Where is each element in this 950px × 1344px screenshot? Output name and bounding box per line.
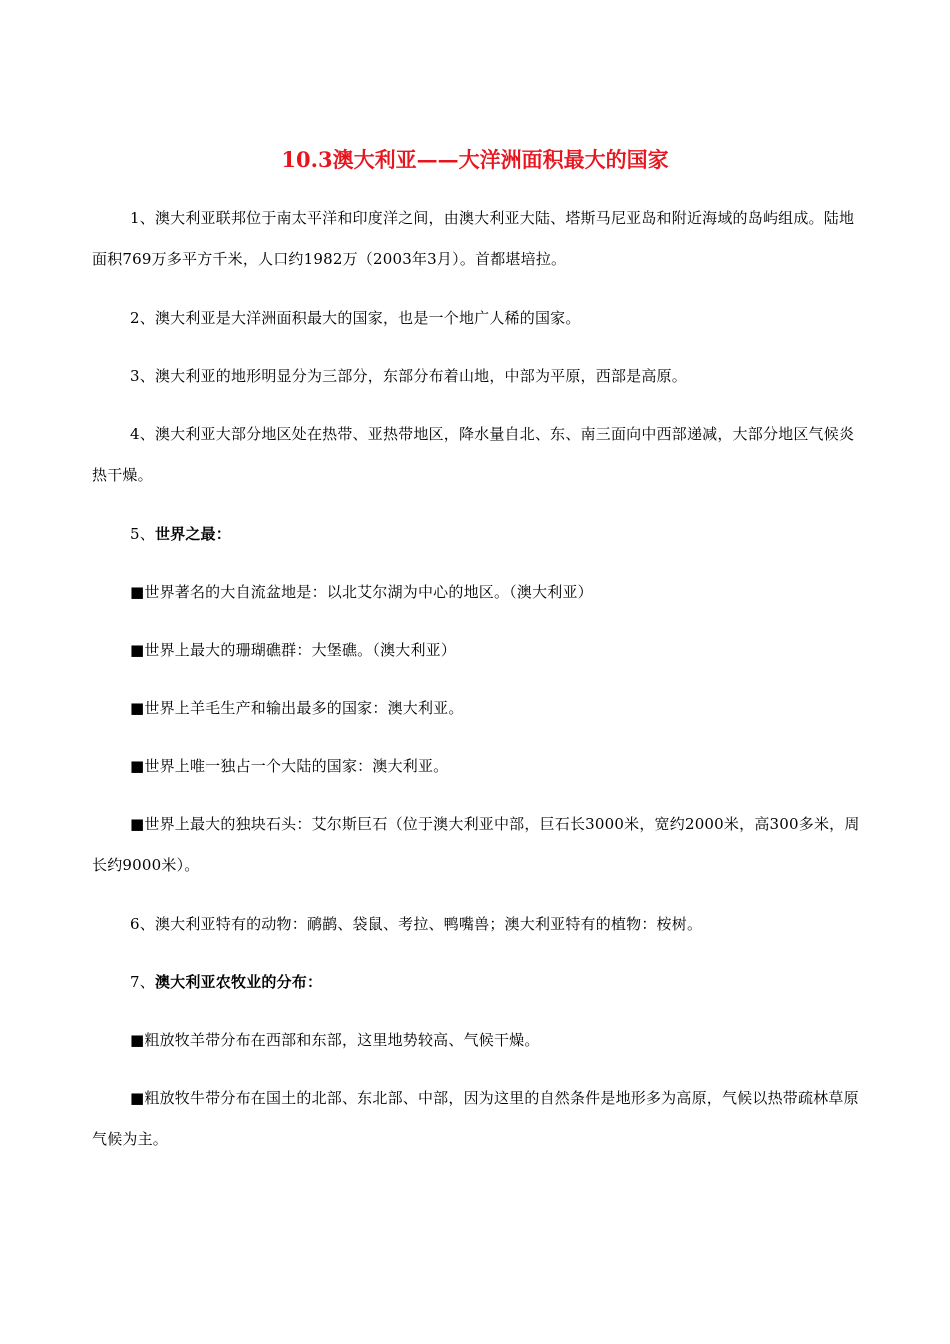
page-title: 10.3澳大利亚——大洋洲面积最大的国家 [281, 147, 669, 172]
paragraph-5-heading [92, 520, 860, 548]
paragraph-2: 2、澳大利亚是大洋洲面积最大的国家，也是一个地广人稀的国家。 [130, 309, 581, 327]
paragraph-5-number: 5、 [130, 525, 155, 543]
paragraph-7-number: 7、 [130, 973, 155, 991]
paragraph-3: 3、澳大利亚的地形明显分为三部分，东部分布着山地，中部为平原，西部是高原。 [130, 367, 687, 385]
bullet-item-7: ■粗放牧牛带分布在国土的北部、东北部、中部，因为这里的自然条件是地形多为高原，气候以热带疏林草原气候为主。 [92, 1089, 859, 1148]
paragraph-4: 4、澳大利亚大部分地区处在热带、亚热带地区，降水量自北、东、南三面向中西部递减，大部分地区气候炎热干燥。 [92, 425, 855, 484]
paragraph-5-heading-text: 世界之最： [154, 525, 231, 543]
bullet-item-5: ■世界上最大的独块石头：艾尔斯巨石（位于澳大利亚中部，巨石长3000米，宽约2000米，高300多米，周长约9000米）。 [92, 815, 860, 874]
bullet-item-3: ■世界上羊毛生产和输出最多的国家：澳大利亚。 [130, 699, 464, 717]
paragraph-7-heading [92, 968, 860, 996]
bullet-item-2: ■世界上最大的珊瑚礁群：大堡礁。（澳大利亚） [130, 641, 457, 659]
paragraph-6: 6、澳大利亚特有的动物：鸸鹋、袋鼠、考拉、鸭嘴兽；澳大利亚特有的植物：桉树。 [130, 915, 703, 933]
paragraph-7-heading-text: 澳大利亚农牧业的分布： [154, 973, 323, 991]
paragraph-1: 1、澳大利亚联邦位于南太平洋和印度洋之间，由澳大利亚大陆、塔斯马尼亚岛和附近海域的岛屿组成。陆地面积769万多平方千米，人口约1982万（2003年3月）。首都堪培拉。 [92, 209, 855, 268]
bullet-item-6: ■粗放牧羊带分布在西部和东部，这里地势较高、气候干燥。 [130, 1031, 540, 1049]
bullet-item-1: ■世界著名的大自流盆地是：以北艾尔湖为中心的地区。（澳大利亚） [130, 583, 593, 601]
bullet-item-4: ■世界上唯一独占一个大陆的国家：澳大利亚。 [130, 757, 449, 775]
